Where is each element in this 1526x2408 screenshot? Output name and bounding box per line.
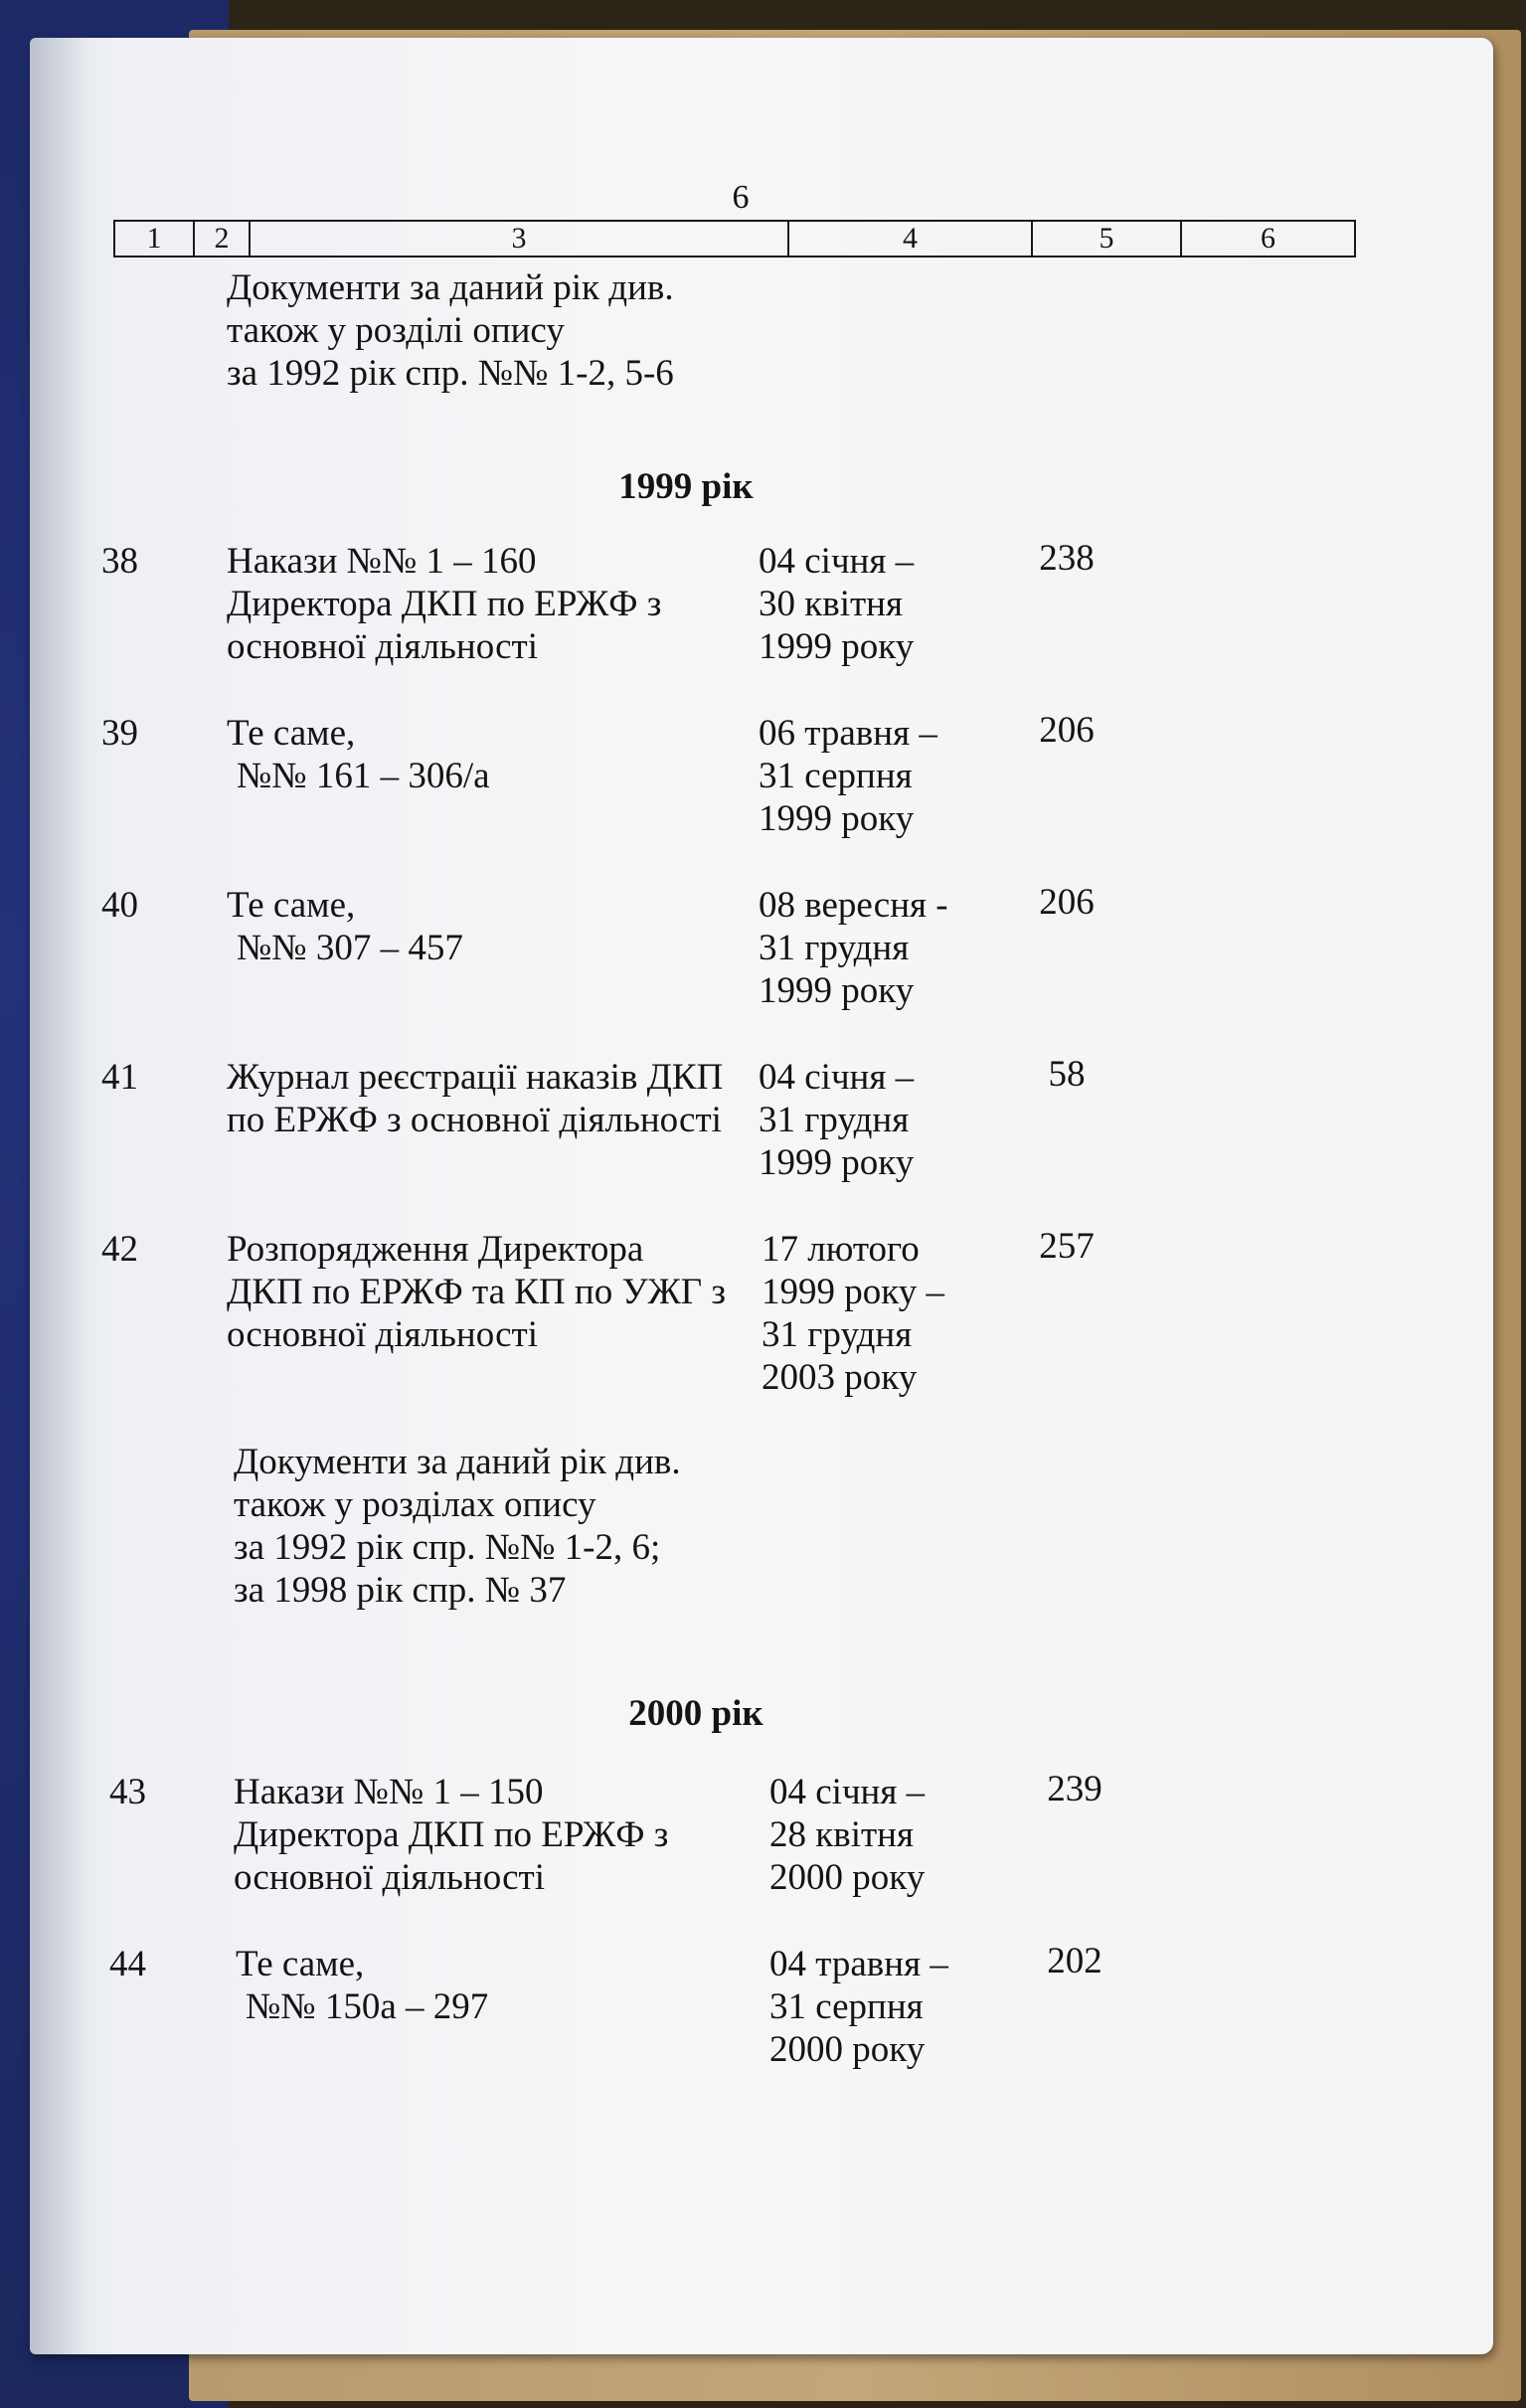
file-number: 42	[101, 1229, 138, 1270]
file-dates	[762, 1228, 944, 1399]
title-line: основної діяльності	[227, 1314, 539, 1355]
date-line: 2000 року	[769, 1857, 926, 1898]
date-line: 1999 року	[759, 798, 915, 839]
title-line: Те саме,	[227, 885, 356, 926]
page-binding-shadow	[30, 38, 89, 2354]
title-line: основної діяльності	[234, 1857, 546, 1898]
title-line: Накази №№ 1 – 150	[234, 1772, 544, 1812]
title-line: Журнал реєстрації наказів ДКП	[227, 1057, 724, 1098]
date-line: 1999 року	[759, 970, 915, 1011]
sheet-count: 206	[1039, 882, 1095, 923]
note-line: також у розділах опису	[234, 1484, 596, 1525]
file-number: 43	[109, 1772, 146, 1812]
cross-reference-note	[234, 1441, 681, 1612]
sheet-count: 202	[1047, 1941, 1102, 1981]
file-dates	[769, 1943, 948, 2071]
date-line: 04 січня –	[759, 541, 915, 582]
file-dates	[759, 1056, 914, 1184]
column-header-5: 5	[1033, 222, 1182, 256]
title-line: Розпорядження Директора	[227, 1229, 644, 1270]
date-line: 1999 року –	[762, 1272, 944, 1312]
date-line: 06 травня –	[759, 713, 937, 754]
note-line: Документи за даний рік див.	[234, 1442, 681, 1482]
date-line: 31 серпня	[769, 1986, 924, 2027]
note-line: за 1992 рік спр. №№ 1-2, 5-6	[227, 353, 674, 394]
title-line: Накази №№ 1 – 160	[227, 541, 537, 582]
date-line: 1999 року	[759, 1142, 915, 1183]
sheet-count: 239	[1047, 1769, 1102, 1809]
file-dates	[759, 540, 914, 668]
date-line: 08 вересня -	[759, 885, 948, 926]
column-header-2: 2	[195, 222, 251, 256]
note-line: за 1998 рік спр. № 37	[234, 1570, 567, 1611]
file-title	[227, 1056, 723, 1141]
title-line: №№ 150а – 297	[246, 1986, 489, 2027]
cross-reference-note	[227, 266, 674, 395]
file-number: 44	[109, 1944, 146, 1984]
file-dates	[769, 1771, 925, 1899]
date-line: 31 грудня	[759, 1100, 910, 1140]
date-line: 04 січня –	[759, 1057, 915, 1098]
title-line: ДКП по ЕРЖФ та КП по УЖГ з	[227, 1272, 727, 1312]
column-header-row	[113, 220, 1356, 258]
sheet-count: 257	[1039, 1226, 1095, 1267]
file-title	[227, 884, 463, 969]
year-heading-2000: 2000 рік	[628, 1693, 763, 1734]
date-line: 28 квітня	[769, 1814, 914, 1855]
date-line: 17 лютого	[762, 1229, 920, 1270]
date-line: 31 серпня	[759, 756, 913, 796]
date-line: 2003 року	[762, 1357, 918, 1398]
date-line: 2000 року	[769, 2029, 926, 2070]
file-number: 41	[101, 1057, 138, 1098]
year-heading-1999: 1999 рік	[618, 466, 754, 507]
sheet-count: 238	[1039, 538, 1095, 579]
title-line: №№ 161 – 306/а	[237, 756, 490, 796]
file-number: 40	[101, 885, 138, 926]
column-header-3: 3	[251, 222, 789, 256]
note-line: за 1992 рік спр. №№ 1-2, 6;	[234, 1527, 661, 1568]
date-line: 30 квітня	[759, 584, 903, 624]
column-header-4: 4	[789, 222, 1033, 256]
date-line: 04 січня –	[769, 1772, 926, 1812]
file-number: 38	[101, 541, 138, 582]
note-line: також у розділі опису	[227, 310, 565, 351]
file-number: 39	[101, 713, 138, 754]
sheet-count: 58	[1048, 1054, 1086, 1095]
file-title	[227, 540, 661, 668]
file-title	[234, 1771, 668, 1899]
sheet-count: 206	[1039, 710, 1095, 751]
document-page	[30, 38, 1493, 2354]
date-line: 31 грудня	[762, 1314, 913, 1355]
date-line: 31 грудня	[759, 928, 910, 968]
title-line: Те саме,	[236, 1944, 365, 1984]
title-line: по ЕРЖФ з основної діяльності	[227, 1100, 722, 1140]
title-line: основної діяльності	[227, 626, 539, 667]
file-title	[227, 1228, 726, 1356]
title-line: Директора ДКП по ЕРЖФ з	[227, 584, 662, 624]
column-header-6: 6	[1261, 222, 1275, 255]
file-dates	[759, 884, 948, 1012]
column-header-1: 1	[115, 222, 195, 256]
title-line: №№ 307 – 457	[237, 928, 463, 968]
title-line: Директора ДКП по ЕРЖФ з	[234, 1814, 669, 1855]
page-number: 6	[732, 179, 750, 216]
file-dates	[759, 712, 937, 840]
date-line: 1999 року	[759, 626, 915, 667]
note-line: Документи за даний рік див.	[227, 267, 674, 308]
title-line: Те саме,	[227, 713, 356, 754]
file-title	[227, 712, 490, 797]
date-line: 04 травня –	[769, 1944, 948, 1984]
file-title	[236, 1943, 488, 2028]
